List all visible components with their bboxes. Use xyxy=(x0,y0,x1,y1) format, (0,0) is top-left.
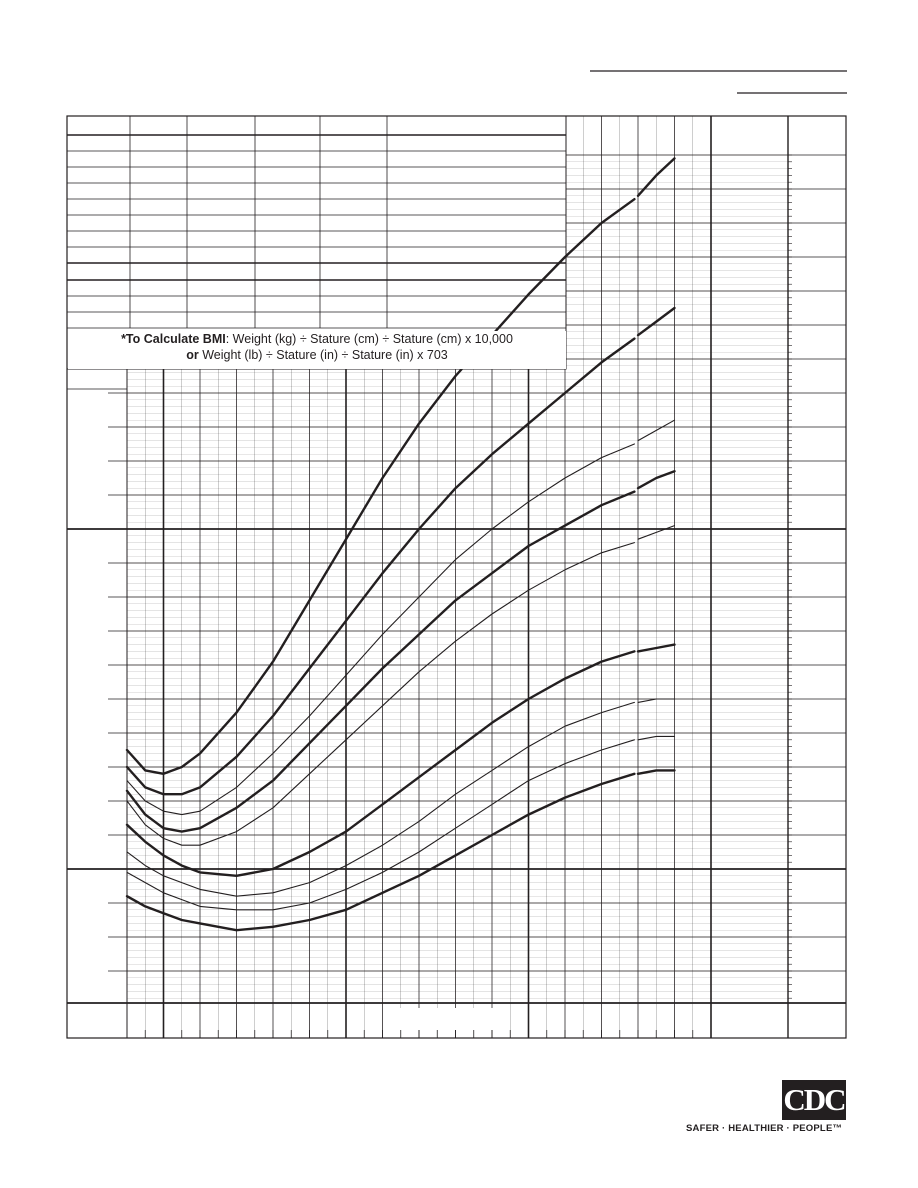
curve-3-line xyxy=(127,444,634,815)
bmi-formula-line-2 xyxy=(68,347,566,363)
bmi-formula-line-1 xyxy=(68,331,566,347)
axis-label-blank xyxy=(398,1008,510,1030)
bmi-formula-imperial: Weight (lb) ÷ Stature (in) ÷ Stature (in) x 703 xyxy=(198,348,448,362)
cdc-logo: CDC xyxy=(782,1080,846,1120)
bmi-formula-or: or xyxy=(186,348,199,362)
curve-8-line xyxy=(127,740,634,910)
cdc-tagline: SAFER · HEALTHIER · PEOPLE™ xyxy=(686,1123,843,1134)
curve-2-line xyxy=(127,339,634,795)
bmi-formula-note xyxy=(68,331,566,369)
bmi-formula-metric: : Weight (kg) ÷ Stature (cm) ÷ Stature (cm) x 10,000 xyxy=(225,332,513,346)
curve-6-line xyxy=(127,651,634,875)
curve-7-line xyxy=(127,702,634,896)
bmi-formula-heading: *To Calculate BMI xyxy=(121,332,226,346)
header-name-lines xyxy=(590,71,847,93)
